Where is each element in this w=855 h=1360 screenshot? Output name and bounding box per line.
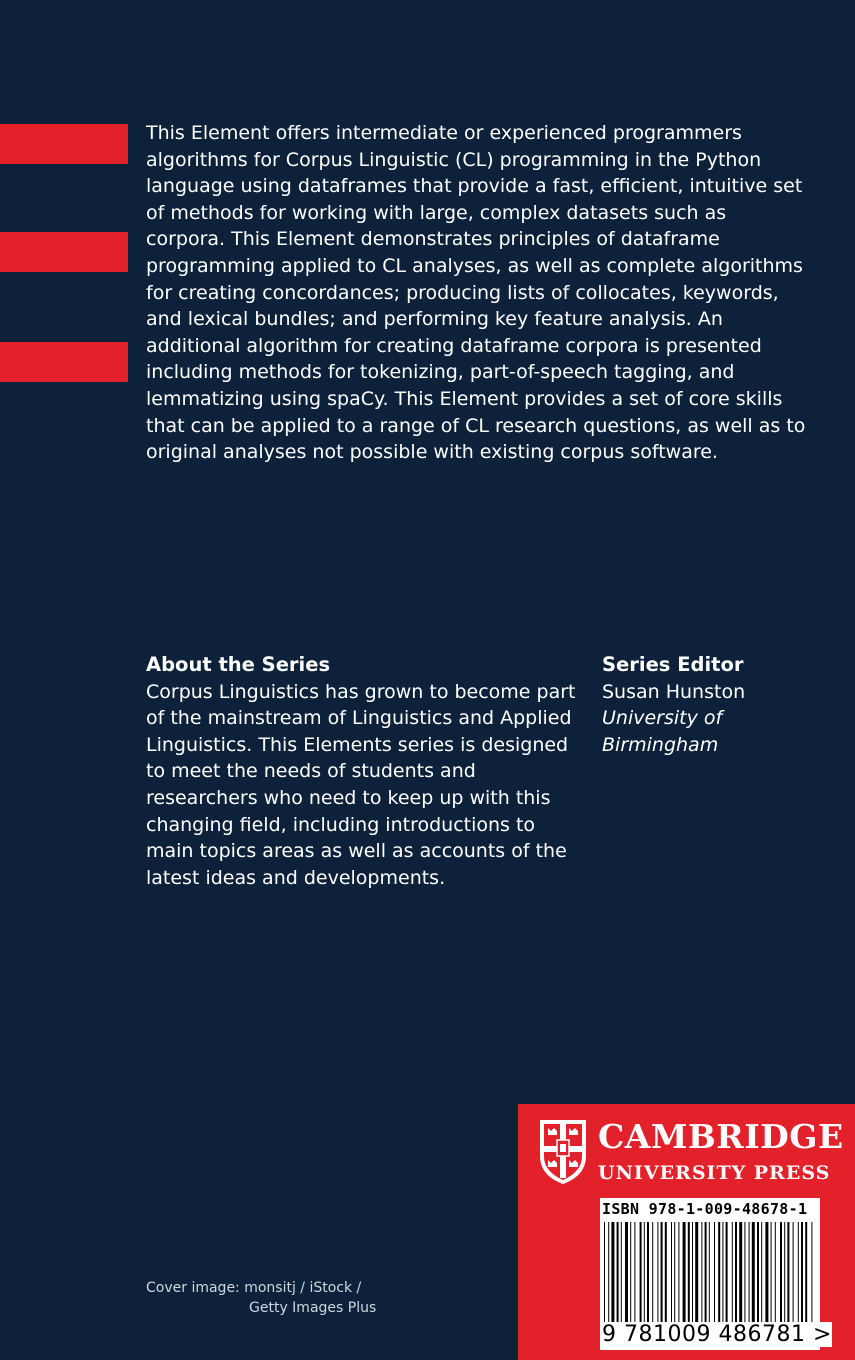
barcode-stripe xyxy=(801,1222,803,1324)
barcode-stripe xyxy=(671,1222,672,1324)
decorative-red-bar-1 xyxy=(0,124,128,164)
barcode-stripe xyxy=(701,1222,702,1324)
barcode-stripe xyxy=(611,1222,614,1324)
barcode-stripe xyxy=(787,1222,789,1324)
publisher-subname: UNIVERSITY PRESS xyxy=(598,1162,831,1184)
barcode-stripe xyxy=(634,1222,635,1324)
barcode-stripe xyxy=(683,1222,686,1324)
barcode-stripe xyxy=(735,1222,737,1324)
barcode-stripe xyxy=(752,1222,755,1324)
barcode-stripe xyxy=(688,1222,690,1324)
barcode-stripe xyxy=(630,1222,631,1324)
barcode-stripe xyxy=(805,1222,807,1324)
barcode-stripe xyxy=(765,1222,768,1324)
barcode-stripe xyxy=(784,1222,785,1324)
barcode-stripe xyxy=(739,1222,742,1324)
barcode-stripe xyxy=(718,1222,720,1324)
barcode-stripe xyxy=(665,1222,667,1324)
barcode-stripe xyxy=(775,1222,776,1324)
barcode-stripe xyxy=(661,1222,663,1324)
barcode-stripe xyxy=(678,1222,679,1324)
series-editor xyxy=(602,652,822,758)
barcode-stripe xyxy=(798,1222,799,1324)
decorative-red-bar-2 xyxy=(0,232,128,272)
barcode-stripe xyxy=(811,1222,812,1324)
about-series-body: Corpus Linguistics has grown to become part of the mainstream of Linguistics and Applied Linguistics. This Elements series is designed to meet the needs of students and researchers who need to keep up with this changing field, including introductions to main topics areas as well as accounts of the latest ideas and developments. xyxy=(146,680,576,889)
barcode-stripe xyxy=(657,1222,658,1324)
barcode-stripe xyxy=(709,1222,710,1324)
barcode-stripe xyxy=(761,1222,762,1324)
barcode-stripe xyxy=(625,1222,628,1324)
about-series-heading: About the Series xyxy=(146,653,331,676)
barcode-stripe xyxy=(793,1222,794,1324)
barcode-stripe xyxy=(771,1222,772,1324)
isbn-label: ISBN 978-1-009-48678-1 xyxy=(602,1200,808,1218)
barcode-stripe xyxy=(674,1222,675,1324)
barcode-stripe xyxy=(604,1222,605,1324)
barcode-bars xyxy=(600,1222,820,1324)
decorative-red-bar-3 xyxy=(0,342,128,382)
barcode-stripe xyxy=(722,1222,723,1324)
barcode-stripe xyxy=(652,1222,653,1324)
barcode-stripe xyxy=(617,1222,619,1324)
barcode-stripe xyxy=(757,1222,759,1324)
barcode-stripe xyxy=(732,1222,733,1324)
barcode-stripe xyxy=(705,1222,707,1324)
about-the-series xyxy=(146,652,586,891)
barcode-stripe xyxy=(692,1222,693,1324)
series-editor-name: Susan Hunston xyxy=(602,680,746,703)
barcode-stripe xyxy=(749,1222,750,1324)
barcode-stripe xyxy=(714,1222,715,1324)
cover-credit-line1: Cover image: monsitj / iStock / xyxy=(146,1280,362,1296)
publisher-name: CAMBRIDGE xyxy=(598,1117,844,1156)
barcode-stripe xyxy=(640,1222,642,1324)
publisher-block xyxy=(518,1104,855,1360)
series-editor-affiliation: University of Birmingham xyxy=(602,707,723,756)
barcode-stripe xyxy=(695,1222,698,1324)
series-editor-heading: Series Editor xyxy=(602,653,744,676)
barcode-stripe xyxy=(644,1222,645,1324)
cambridge-crest-icon xyxy=(538,1118,588,1186)
barcode-stripe xyxy=(621,1222,622,1324)
publisher-logo xyxy=(538,1116,844,1194)
barcode-stripe xyxy=(744,1222,745,1324)
cover-image-credit xyxy=(146,1278,376,1318)
barcode-stripe xyxy=(726,1222,728,1324)
barcode-stripe xyxy=(780,1222,782,1324)
barcode-stripe xyxy=(608,1222,609,1324)
book-blurb: This Element offers intermediate or experienced programmers algorithms for Corpus Linguistic (CL) programming in the Python language using dataframes that provide a fast, efficient, intuitive set of methods for working with large, complex datasets such as corpora. This Element demonstrates principles of dataframe programming applied to CL analyses, as well as complete algorithms for creating concordances; producing lists of collocates, keywords, and lexical bundles; and performing key feature analysis. An additional algorithm for creating dataframe corpora is presented including methods for tokenizing, part-of-speech tagging, and lemmatizing using spaCy. This Element provides a set of core skills that can be applied to a range of CL research questions, as well as to original analyses not possible with existing corpus software. xyxy=(146,122,806,464)
cover-credit-line2: Getty Images Plus xyxy=(249,1300,377,1316)
isbn-barcode xyxy=(600,1198,832,1350)
barcode-stripe xyxy=(647,1222,649,1324)
ean-digits: 9 781009 486781 > xyxy=(602,1322,832,1347)
